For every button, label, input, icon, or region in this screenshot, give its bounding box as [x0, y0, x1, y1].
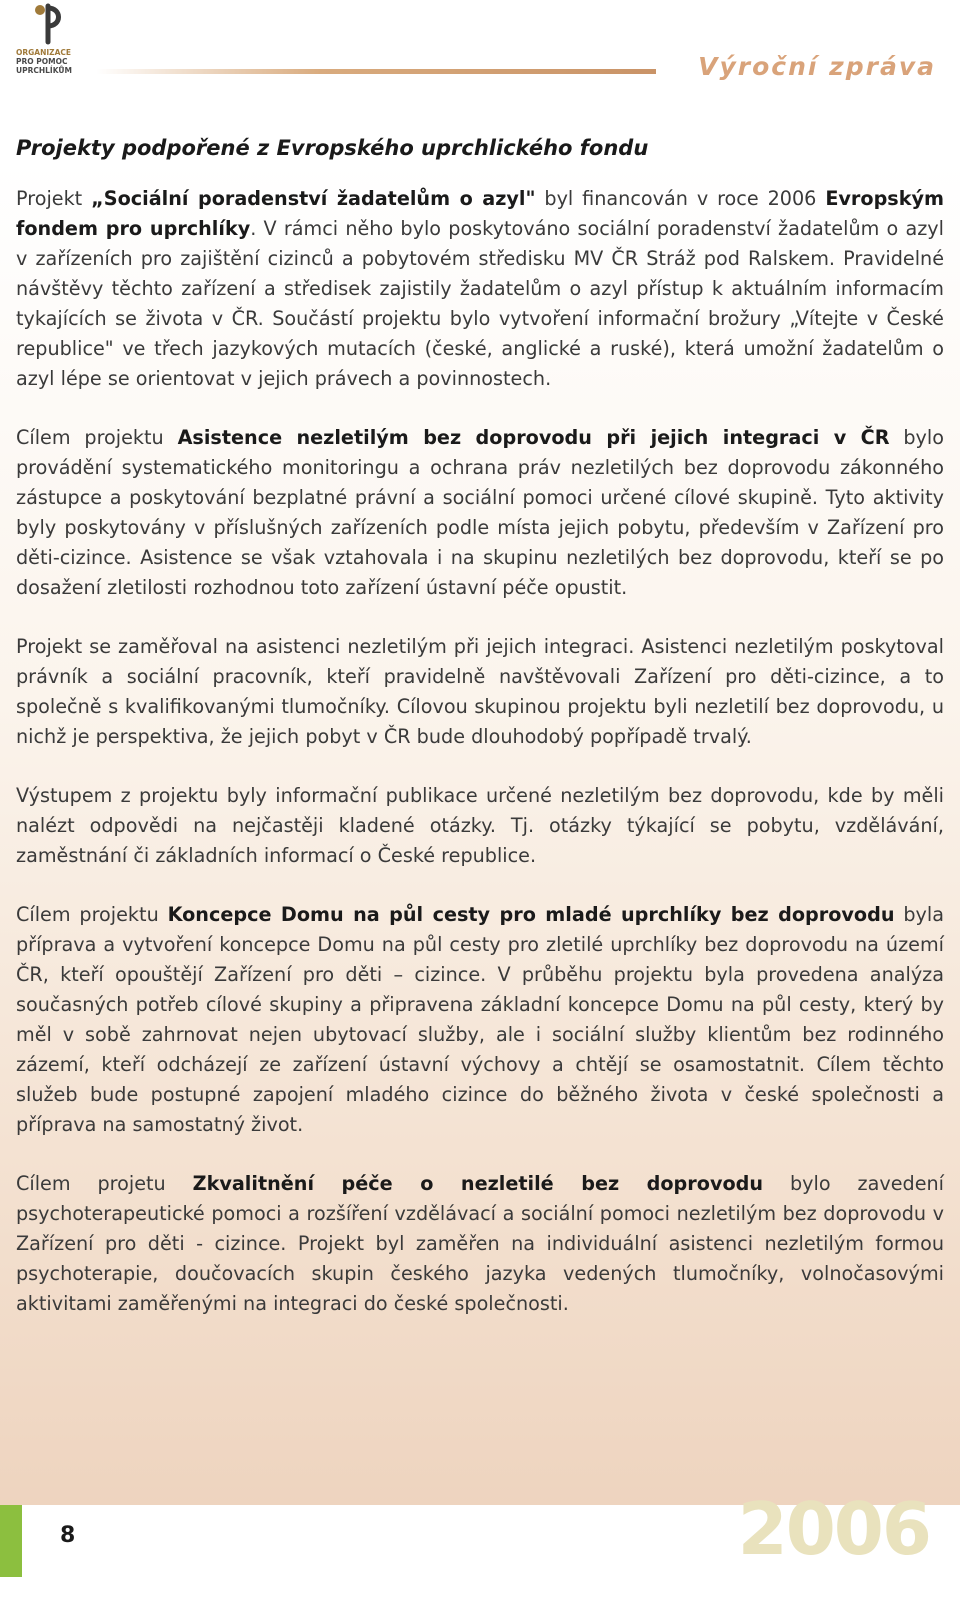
- logo-line-1: ORGANIZACE: [16, 48, 72, 57]
- p6-text-2: bylo zavedení psychoterapeutické pomoci a rozšíření vzdělávací a sociální pomoci nezletilým bez doprovodu v Zařízení pro děti - cizince. Projekt byl zaměřen na individuální asistenci nezletilým formou psychoterapie, doučovacích skupin českého jazyka vedených tlumočníky, volnočasovými aktivitami zaměřenými na integraci do české společnosti.: [16, 1172, 944, 1315]
- p5-text-2: byla příprava a vytvoření koncepce Domu na půl cesty pro zletilé uprchlíky bez doprovodu na území ČR, kteří opouštějí Zařízení pro děti – cizince. V průběhu projektu byla provedena analýza současných potřeb cílové skupiny a připravena základní koncepce Domu na půl cesty, který by měl v sobě zahrnovat nejen ubytovací služby, ale i sociální služby klientům bez rodinného zázemí, kteří odcházejí ze zařízení ústavní výchovy a chtějí se osamostatnit. Cílem těchto služeb bude postupné zapojení mladého cizince do běžného života v české společnosti a příprava na samostatný život.: [16, 903, 944, 1136]
- p6-bold-1: Zkvalitnění péče o nezletilé bez doprovodu: [192, 1172, 764, 1195]
- p5-text-1: Cílem projektu: [16, 903, 168, 926]
- logo-line-3: UPRCHLÍKŮM: [16, 66, 72, 75]
- p2-text-2: bylo provádění systematického monitoringu a ochrana práv nezletilých bez doprovodu zákonného zástupce a poskytování bezplatné právní a sociální pomoci určené cílové skupině. Tyto aktivity byly poskytovány v příslušných zařízeních podle místa jejich pobytu, především v Zařízení pro děti-cizince. Asistence se však vztahovala i na skupinu nezletilých bez doprovodu, kteří se po dosažení zletilosti rozhodnou toto zařízení ústavní péče opustit.: [16, 426, 944, 599]
- paragraph-3: Projekt se zaměřoval na asistenci nezletilým při jejich integraci. Asistenci nezletilým poskytoval právník a sociální pracovník, kteří pravidelně navštěvovali Zařízení pro děti-cizince, a to společně s kvalifikovanými tlumočníky. Cílovou skupinou projektu byli nezletilí bez doprovodu, u nichž je perspektiva, že jejich pobyt v ČR bude dlouhodobý popřípadě trvalý.: [16, 635, 944, 748]
- footer-accent-bar: [0, 1505, 22, 1577]
- footer-year: 2006: [737, 1487, 930, 1571]
- paragraph-2: [16, 423, 944, 603]
- p2-text-1: Cílem projektu: [16, 426, 178, 449]
- p1-text-3: . V rámci něho bylo poskytováno sociální poradenství žadatelům o azyl v zařízeních pro zajištění cizinců a pobytovém středisku MV ČR Stráž pod Ralskem. Pravidelné návštěvy těchto zařízení a středisek zajistily žadatelům o azyl přístup k aktuálním informacím tykajících se života v ČR. Součástí projektu bylo vytvoření informační brožury „Vítejte v České republice" ve třech jazykových mutacích (české, anglické a ruské), která umožní žadatelům o azyl lépe se orientovat v jejich právech a povinnostech.: [16, 217, 944, 390]
- paragraph-5: [16, 900, 944, 1140]
- p2-bold-1: Asistence nezletilým bez doprovodu při jejich integraci v ČR: [177, 426, 890, 449]
- header-divider-line: [96, 69, 656, 74]
- logo-line-2: PRO POMOC: [16, 57, 68, 66]
- p5-bold-1: Koncepce Domu na půl cesty pro mladé uprchlíky bez doprovodu: [167, 903, 895, 926]
- page-header: [0, 0, 960, 100]
- p1-bold-1: „Sociální poradenství žadatelům o azyl": [91, 187, 536, 210]
- page-number: 8: [60, 1523, 76, 1548]
- logo-text: [16, 48, 96, 75]
- paragraph-6: [16, 1169, 944, 1319]
- p1-text-2: byl financován v roce 2006: [535, 187, 826, 210]
- p6-text-1: Cílem projetu: [16, 1172, 193, 1195]
- paragraph-4: Výstupem z projektu byly informační publikace určené nezletilým bez doprovodu, kde by měli nalézt odpovědi na nejčastěji kladené otázky. Tj. otázky týkající se pobytu, vzdělávání, zaměstnání či základních informací o České republice.: [16, 784, 944, 867]
- paragraph-1: [16, 184, 944, 394]
- page-footer: [0, 1487, 960, 1615]
- logo-mark-icon: [28, 2, 68, 46]
- organization-logo: [12, 2, 92, 92]
- p1-text-1: Projekt: [16, 187, 92, 210]
- main-content: [16, 136, 944, 1348]
- section-heading: Projekty podpořené z Evropského uprchlického fondu: [16, 136, 649, 160]
- header-title: Výroční zpráva: [698, 52, 936, 81]
- p1-bold-2: Evropským fondem pro uprchlíky: [16, 187, 944, 240]
